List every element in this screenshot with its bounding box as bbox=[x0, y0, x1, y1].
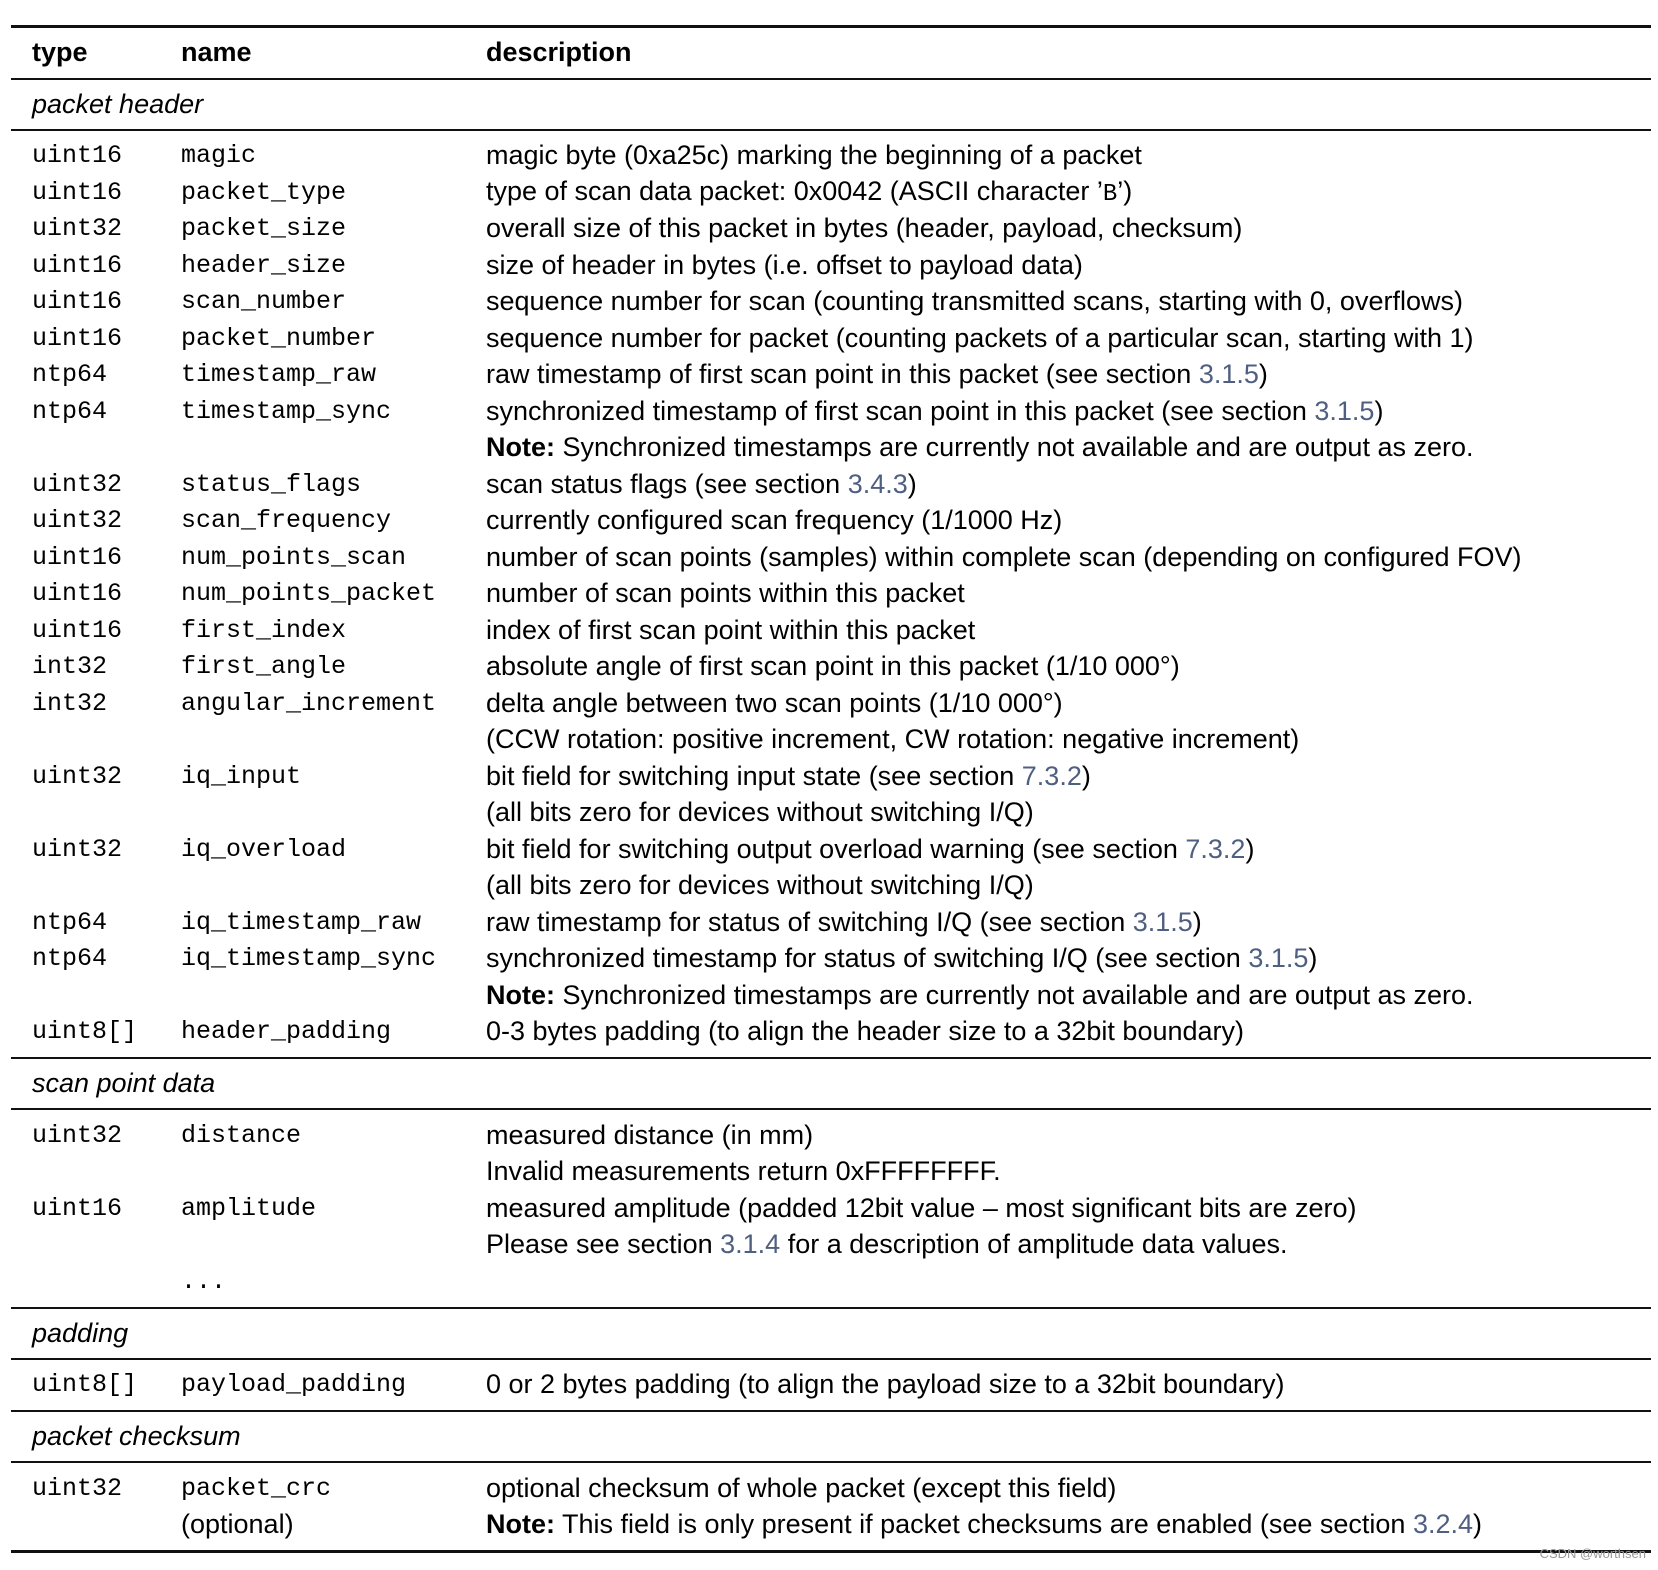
type-cell: uint16 bbox=[32, 141, 123, 171]
description-text: ) bbox=[1258, 359, 1268, 390]
description-text: overall size of this packet in bytes (header, payload, checksum) bbox=[486, 213, 1243, 244]
description-cell bbox=[486, 1016, 1244, 1047]
note-label: Note: bbox=[486, 432, 555, 463]
description-text: ) bbox=[1308, 943, 1318, 974]
description-cell bbox=[486, 432, 1474, 463]
row-line bbox=[11, 1470, 1651, 1507]
description-cell bbox=[486, 943, 1317, 974]
row-line bbox=[11, 941, 1651, 978]
description-text: raw timestamp of first scan point in this packet (see section bbox=[486, 359, 1199, 390]
row-line bbox=[11, 722, 1651, 759]
row-line bbox=[11, 868, 1651, 905]
row-line bbox=[11, 612, 1651, 649]
type-cell: ntp64 bbox=[32, 907, 108, 937]
table-row bbox=[11, 1117, 1651, 1190]
description-text: absolute angle of first scan point in this packet (1/10 000°) bbox=[486, 651, 1180, 682]
ascii-char: B bbox=[1102, 181, 1118, 209]
description-cell bbox=[486, 761, 1091, 792]
description-cell bbox=[486, 1120, 813, 1151]
name-cell: iq_timestamp_sync bbox=[181, 944, 437, 974]
description-cell bbox=[486, 1509, 1482, 1540]
description-text: ’) bbox=[1117, 176, 1133, 207]
description-text: synchronized timestamp for status of switching I/Q (see section bbox=[486, 943, 1249, 974]
description-text: currently configured scan frequency (1/1000 Hz) bbox=[486, 505, 1063, 536]
bottom-rule bbox=[11, 1550, 1651, 1553]
table-row bbox=[11, 211, 1651, 248]
section-title: packet checksum bbox=[32, 1421, 241, 1451]
note-label: Note: bbox=[486, 1509, 555, 1540]
description-text: number of scan points (samples) within complete scan (depending on configured FOV) bbox=[486, 541, 1522, 572]
type-cell: uint32 bbox=[32, 506, 123, 536]
description-text: sequence number for packet (counting packets of a particular scan, starting with 1) bbox=[486, 322, 1474, 353]
type-cell: uint16 bbox=[32, 1193, 123, 1223]
name-cell: scan_number bbox=[181, 287, 347, 317]
table-row bbox=[11, 503, 1651, 540]
name-cell: num_points_scan bbox=[181, 542, 407, 572]
name-cell: first_index bbox=[181, 615, 347, 645]
type-cell: uint16 bbox=[32, 177, 123, 207]
type-cell: uint32 bbox=[32, 834, 123, 864]
name-cell: status_flags bbox=[181, 469, 362, 499]
description-text: for a description of amplitude data values. bbox=[780, 1229, 1288, 1260]
row-line bbox=[11, 174, 1651, 211]
description-text: ) bbox=[907, 468, 917, 499]
description-text: 0 or 2 bytes padding (to align the payload size to a 32bit boundary) bbox=[486, 1369, 1285, 1400]
row-line bbox=[11, 977, 1651, 1014]
section-link[interactable]: 3.1.5 bbox=[1132, 906, 1193, 937]
name-cell: iq_overload bbox=[181, 834, 347, 864]
description-text: 0-3 bytes padding (to align the header size to a 32bit boundary) bbox=[486, 1016, 1245, 1047]
name-cell: amplitude bbox=[181, 1193, 317, 1223]
name-cell: header_size bbox=[181, 250, 347, 280]
table-row bbox=[11, 357, 1651, 394]
description-text: measured amplitude (padded 12bit value – most significant bits are zero) bbox=[486, 1192, 1357, 1223]
name-cell: packet_type bbox=[181, 177, 347, 207]
section-link[interactable]: 7.3.2 bbox=[1185, 833, 1246, 864]
type-cell: uint16 bbox=[32, 615, 123, 645]
type-cell: uint32 bbox=[32, 1473, 123, 1503]
table-row bbox=[11, 138, 1651, 175]
table-row bbox=[11, 174, 1651, 211]
type-cell: uint32 bbox=[32, 1120, 123, 1150]
type-cell: uint16 bbox=[32, 250, 123, 280]
description-cell bbox=[486, 834, 1254, 865]
type-cell: uint16 bbox=[32, 579, 123, 609]
row-line bbox=[11, 795, 1651, 832]
type-cell: uint16 bbox=[32, 287, 123, 317]
header-type: type bbox=[32, 37, 88, 67]
table-row bbox=[11, 576, 1651, 613]
name-cell: header_padding bbox=[181, 1017, 392, 1047]
section-body bbox=[11, 1463, 1651, 1550]
section-body bbox=[11, 131, 1651, 1058]
row-line bbox=[11, 576, 1651, 613]
description-text: (all bits zero for devices without switching I/Q) bbox=[486, 870, 1034, 901]
row-line bbox=[11, 138, 1651, 175]
description-cell bbox=[486, 870, 1034, 901]
description-cell bbox=[486, 1369, 1285, 1400]
section-link[interactable]: 3.1.4 bbox=[720, 1229, 781, 1260]
name-cell: magic bbox=[181, 141, 257, 171]
section-body bbox=[11, 1360, 1651, 1411]
section-link[interactable]: 3.2.4 bbox=[1412, 1509, 1473, 1540]
row-line bbox=[11, 357, 1651, 394]
section-link[interactable]: 3.1.5 bbox=[1198, 359, 1259, 390]
name-cell: timestamp_sync bbox=[181, 396, 392, 426]
description-text: ) bbox=[1374, 395, 1384, 426]
description-cell bbox=[486, 323, 1474, 354]
table-row bbox=[11, 1190, 1651, 1263]
description-cell bbox=[486, 140, 1142, 171]
row-line bbox=[11, 1117, 1651, 1154]
table-row bbox=[11, 466, 1651, 503]
description-text: (CCW rotation: positive increment, CW rotation: negative increment) bbox=[486, 724, 1300, 755]
table-row bbox=[11, 320, 1651, 357]
table-row bbox=[11, 1470, 1651, 1543]
type-cell: ntp64 bbox=[32, 944, 108, 974]
description-text: sequence number for scan (counting transmitted scans, starting with 0, overflows) bbox=[486, 286, 1463, 317]
type-cell: uint8[] bbox=[32, 1370, 138, 1400]
description-text: bit field for switching output overload warning (see section bbox=[486, 833, 1186, 864]
row-line bbox=[11, 1227, 1651, 1264]
description-text: optional checksum of whole packet (except this field) bbox=[486, 1472, 1117, 1503]
section-link[interactable]: 3.1.5 bbox=[1314, 395, 1375, 426]
description-cell bbox=[486, 505, 1062, 536]
name-cell: scan_frequency bbox=[181, 506, 392, 536]
description-cell bbox=[486, 651, 1180, 682]
description-cell bbox=[486, 176, 1132, 208]
row-line bbox=[11, 211, 1651, 248]
header-description: description bbox=[486, 37, 632, 67]
packet-format-table bbox=[11, 25, 1651, 1553]
table-row bbox=[11, 904, 1651, 941]
section-title: scan point data bbox=[32, 1068, 216, 1098]
description-text: raw timestamp for status of switching I/Q (see section bbox=[486, 906, 1133, 937]
type-cell: uint8[] bbox=[32, 1017, 138, 1047]
row-line bbox=[11, 904, 1651, 941]
row-line bbox=[11, 1190, 1651, 1227]
table-row bbox=[11, 831, 1651, 904]
row-line bbox=[11, 649, 1651, 686]
table-row bbox=[11, 649, 1651, 686]
description-text: number of scan points within this packet bbox=[486, 578, 965, 609]
description-cell bbox=[486, 286, 1463, 317]
header-name: name bbox=[181, 37, 252, 67]
description-cell bbox=[486, 359, 1268, 390]
description-cell bbox=[486, 469, 917, 500]
name-cell: (optional) bbox=[181, 1509, 294, 1540]
description-text: ) bbox=[1081, 760, 1091, 791]
description-text: (all bits zero for devices without switching I/Q) bbox=[486, 797, 1034, 828]
row-line bbox=[11, 831, 1651, 868]
description-cell bbox=[486, 396, 1383, 427]
row-line bbox=[11, 1154, 1651, 1191]
description-cell bbox=[486, 1229, 1288, 1260]
table-row bbox=[11, 247, 1651, 284]
row-line bbox=[11, 320, 1651, 357]
table-row bbox=[11, 393, 1651, 466]
row-line bbox=[11, 466, 1651, 503]
table-row bbox=[11, 941, 1651, 1014]
name-cell: payload_padding bbox=[181, 1370, 407, 1400]
description-text: measured distance (in mm) bbox=[486, 1119, 814, 1150]
description-text: Synchronized timestamps are currently not available and are output as zero. bbox=[555, 979, 1474, 1010]
name-cell: first_angle bbox=[181, 652, 347, 682]
description-text: delta angle between two scan points (1/10 000°) bbox=[486, 687, 1063, 718]
description-cell bbox=[486, 213, 1242, 244]
name-cell: packet_crc bbox=[181, 1473, 332, 1503]
table-row bbox=[11, 539, 1651, 576]
description-cell bbox=[486, 907, 1202, 938]
description-text: ) bbox=[1473, 1509, 1482, 1540]
type-cell: int32 bbox=[32, 688, 108, 718]
row-line bbox=[11, 1014, 1651, 1051]
description-text: Synchronized timestamps are currently not available and are output as zero. bbox=[555, 432, 1474, 463]
name-cell: timestamp_raw bbox=[181, 360, 377, 390]
description-cell bbox=[486, 615, 975, 646]
name-cell: distance bbox=[181, 1120, 302, 1150]
description-text: Invalid measurements return 0xFFFFFFFF. bbox=[486, 1156, 1001, 1187]
table-row bbox=[11, 612, 1651, 649]
section-body bbox=[11, 1110, 1651, 1307]
description-cell bbox=[486, 688, 1063, 719]
description-cell bbox=[486, 578, 965, 609]
table-row bbox=[11, 1014, 1651, 1051]
description-text: size of header in bytes (i.e. offset to payload data) bbox=[486, 249, 1083, 280]
row-line bbox=[11, 284, 1651, 321]
type-cell: uint32 bbox=[32, 761, 123, 791]
description-cell bbox=[486, 1193, 1356, 1224]
note-label: Note: bbox=[486, 979, 555, 1010]
row-line bbox=[11, 503, 1651, 540]
table-row bbox=[11, 1263, 1651, 1300]
name-cell: iq_timestamp_raw bbox=[181, 907, 422, 937]
section-link[interactable]: 3.4.3 bbox=[847, 468, 908, 499]
row-line bbox=[11, 1263, 1651, 1300]
description-text: ) bbox=[1192, 906, 1202, 937]
description-text: scan status flags (see section bbox=[486, 468, 848, 499]
description-text: index of first scan point within this packet bbox=[486, 614, 976, 645]
name-cell: packet_number bbox=[181, 323, 377, 353]
row-line bbox=[11, 1507, 1651, 1544]
section-title: packet header bbox=[32, 88, 204, 119]
description-cell bbox=[486, 1156, 1001, 1187]
row-line bbox=[11, 539, 1651, 576]
type-cell: ntp64 bbox=[32, 396, 108, 426]
type-cell: ntp64 bbox=[32, 360, 108, 390]
name-cell: ... bbox=[181, 1266, 227, 1296]
row-line bbox=[11, 430, 1651, 467]
row-line bbox=[11, 393, 1651, 430]
row-line bbox=[11, 758, 1651, 795]
description-text: Please see section bbox=[486, 1229, 721, 1260]
description-cell bbox=[486, 1473, 1116, 1504]
row-line bbox=[11, 685, 1651, 722]
description-cell bbox=[486, 542, 1522, 573]
name-cell: num_points_packet bbox=[181, 579, 437, 609]
row-line bbox=[11, 247, 1651, 284]
type-cell: uint32 bbox=[32, 469, 123, 499]
watermark: CSDN @worthsen bbox=[1539, 1546, 1646, 1561]
description-text: synchronized timestamp of first scan point in this packet (see section bbox=[486, 395, 1315, 426]
name-cell: angular_increment bbox=[181, 688, 437, 718]
description-text: bit field for switching input state (see section bbox=[486, 760, 1022, 791]
type-cell: uint16 bbox=[32, 323, 123, 353]
description-cell bbox=[486, 250, 1083, 281]
description-cell bbox=[486, 797, 1034, 828]
section-link[interactable]: 3.1.5 bbox=[1248, 943, 1309, 974]
name-cell: packet_size bbox=[181, 214, 347, 244]
table-row bbox=[11, 284, 1651, 321]
name-cell: iq_input bbox=[181, 761, 302, 791]
table-row bbox=[11, 758, 1651, 831]
type-cell: int32 bbox=[32, 652, 108, 682]
description-text: type of scan data packet: 0x0042 (ASCII character ’ bbox=[486, 176, 1103, 207]
description-text: magic byte (0xa25c) marking the beginning of a packet bbox=[486, 140, 1142, 171]
table-header bbox=[11, 28, 1651, 78]
section-title: padding bbox=[32, 1317, 129, 1348]
description-text: ) bbox=[1245, 833, 1255, 864]
row-line bbox=[11, 1367, 1651, 1404]
type-cell: uint16 bbox=[32, 542, 123, 572]
description-cell bbox=[486, 724, 1299, 755]
table-row bbox=[11, 1367, 1651, 1404]
type-cell: uint32 bbox=[32, 214, 123, 244]
description-cell bbox=[486, 980, 1474, 1011]
table-row bbox=[11, 685, 1651, 758]
section-link[interactable]: 7.3.2 bbox=[1021, 760, 1082, 791]
description-text: This field is only present if packet checksums are enabled (see section bbox=[555, 1509, 1413, 1540]
